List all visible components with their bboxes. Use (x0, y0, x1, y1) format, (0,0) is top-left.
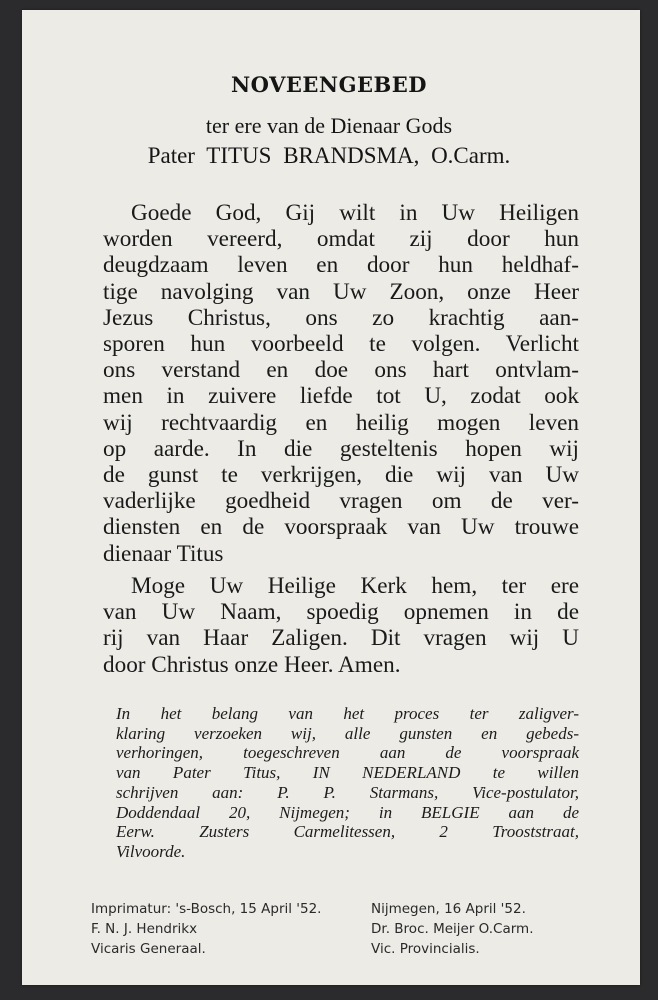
note-line: Eerw. Zusters Carmelitessen, 2 Trooststraat, (116, 822, 579, 842)
note-line: schrijven aan: P. P. Starmans, Vice-postulator, (116, 782, 579, 802)
subtitle-line-2: Pater TITUS BRANDSMA, O.Carm. (147, 143, 511, 168)
imprimatur-line: Imprimatur: 's-Bosch, 15 April '52. (91, 901, 322, 917)
prayer-line: wij rechtvaardig en heilig mogen leven (103, 409, 579, 436)
note-line: In het belang van het proces ter zaligver- (116, 704, 579, 723)
prayer-line: door Christus onze Heer. Amen. (103, 651, 401, 678)
prayer-line: worden vereerd, omdat zij door hun (103, 226, 579, 253)
note-line: verhoringen, toegeschreven aan de voorspraak (116, 743, 579, 763)
note-line: Doddendaal 20, Nijmegen; in BELGIE aan de (116, 802, 579, 822)
prayer-line: ons verstand en doe ons hart ontvlam- (103, 357, 579, 384)
note-line: Vilvoorde. (116, 841, 186, 861)
prayer-line: van Uw Naam, spoedig opnemen in de (103, 599, 579, 626)
prayer-line: sporen hun voorbeeld te volgen. Verlicht (103, 331, 579, 358)
prayer-line: Goede God, Gij wilt in Uw Heiligen (131, 200, 579, 226)
imprimatur-signatory: F. N. J. Hendrikx (91, 921, 198, 937)
prayer-line: op aarde. In die gesteltenis hopen wij (103, 435, 579, 462)
prayer-paragraph-2 (103, 573, 579, 678)
approval-line: Nijmegen, 16 April '52. (371, 901, 526, 917)
approval-title: Vic. Provincialis. (371, 941, 480, 957)
note-line: klaring verzoeken wij, alle gunsten en gebeds- (116, 723, 579, 743)
prayer-line: men in zuivere liefde tot U, zodat ook (103, 383, 579, 410)
imprimatur-block (91, 899, 321, 959)
beatification-note (116, 704, 579, 862)
prayer-line: tige navolging van Uw Zoon, onze Heer (103, 278, 579, 305)
prayer-line: de gunst te verkrijgen, die wij van Uw (103, 462, 579, 489)
prayer-line: Moge Uw Heilige Kerk hem, ter ere (131, 573, 579, 599)
prayer-line: rij van Haar Zaligen. Dit vragen wij U (103, 625, 579, 652)
prayer-line: deugdzaam leven en door hun heldhaf- (103, 252, 579, 279)
note-line: van Pater Titus, IN NEDERLAND te willen (116, 763, 579, 783)
prayer-line: Jezus Christus, ons zo krachtig aan- (103, 304, 579, 331)
prayer-line: dienaar Titus (103, 540, 224, 567)
imprimatur-title: Vicaris Generaal. (91, 941, 206, 957)
page-title: NOVEENGEBED (230, 72, 428, 97)
prayer-line: vaderlijke goedheid vragen om de ver- (103, 488, 579, 515)
prayer-line: diensten en de voorspraak van Uw trouwe (103, 514, 579, 541)
approval-signatory: Dr. Broc. Meijer O.Carm. (371, 921, 534, 937)
approval-block (371, 899, 534, 959)
subtitle-line-1: ter ere van de Dienaar Gods (205, 113, 453, 138)
prayer-paragraph-1 (103, 200, 579, 567)
